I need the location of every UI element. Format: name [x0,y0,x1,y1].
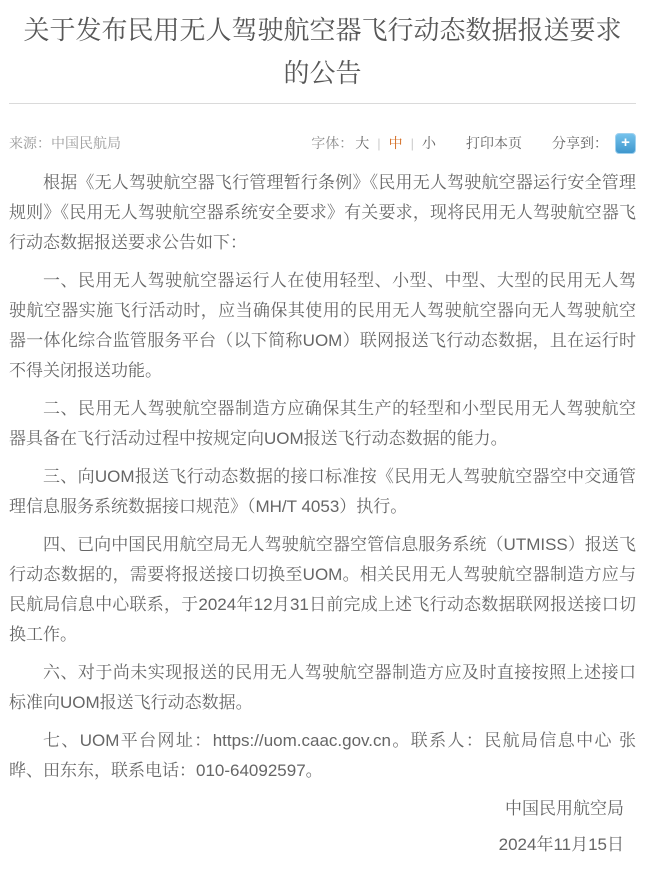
paragraph-intro: 根据《无人驾驶航空器飞行管理暂行条例》《民用无人驾驶航空器运行安全管理规则》《民用无人驾驶航空器系统安全要求》有关要求，现将民用无人驾驶航空器飞行动态数据报送要求公告如下： [9,173,636,252]
source [9,133,121,153]
meta-actions [311,133,636,154]
font-size-medium[interactable]: 中 [388,135,403,151]
share-button[interactable] [615,133,636,154]
separator: | [410,135,414,151]
paragraph-item-4: 四、已向中国民用航空局无人驾驶航空器空管信息服务系统（UTMISS）报送飞行动态数据的，需要将报送接口切换至UOM。相关民用无人驾驶航空器制造方应与民航局信息中心联系，于2024年12月31日前完成上述飞行动态数据联网报送接口切换工作。 [9,535,636,644]
paragraph-item-2: 二、民用无人驾驶航空器制造方应确保其生产的轻型和小型民用无人驾驶航空器具备在飞行活动过程中按规定向UOM报送飞行动态数据的能力。 [9,399,636,448]
source-label: 来源： [9,135,51,151]
share-control [552,133,636,154]
page-title: 关于发布民用无人驾驶航空器飞行动态数据报送要求的公告 [23,15,622,88]
font-size-small[interactable]: 小 [422,135,436,151]
paragraph-item-1: 一、民用无人驾驶航空器运行人在使用轻型、小型、中型、大型的民用无人驾驶航空器实施飞行活动时，应当确保其使用的民用无人驾驶航空器向无人驾驶航空器一体化综合监管服务平台（以下简称UOM）联网报送飞行动态数据，且在运行时不得关闭报送功能。 [9,271,636,380]
font-size-control [311,133,436,153]
paragraph-item-7: 七、UOM平台网址：https://uom.caac.gov.cn。联系人：民航局信息中心 张晔、田东东，联系电话：010-64092597。 [9,731,636,780]
paragraph-item-6: 六、对于尚未实现报送的民用无人驾驶航空器制造方应及时直接按照上述接口标准向UOM报送飞行动态数据。 [9,663,636,712]
source-value: 中国民航局 [51,135,121,151]
meta-bar [9,104,636,156]
print-button[interactable]: 打印本页 [466,135,522,151]
share-label: 分享到： [552,135,608,151]
issue-date: 2024年11月15日 [498,835,624,854]
signature-block [9,794,636,870]
plus-icon: + [621,133,630,151]
separator: | [377,135,381,151]
font-size-large[interactable]: 大 [355,135,370,151]
issuer: 中国民用航空局 [505,799,624,818]
article-body [9,156,636,786]
font-size-label: 字体： [311,135,354,151]
paragraph-item-3: 三、向UOM报送飞行动态数据的接口标准按《民用无人驾驶航空器空中交通管理信息服务系统数据接口规范》（MH/T 4053）执行。 [9,467,636,516]
